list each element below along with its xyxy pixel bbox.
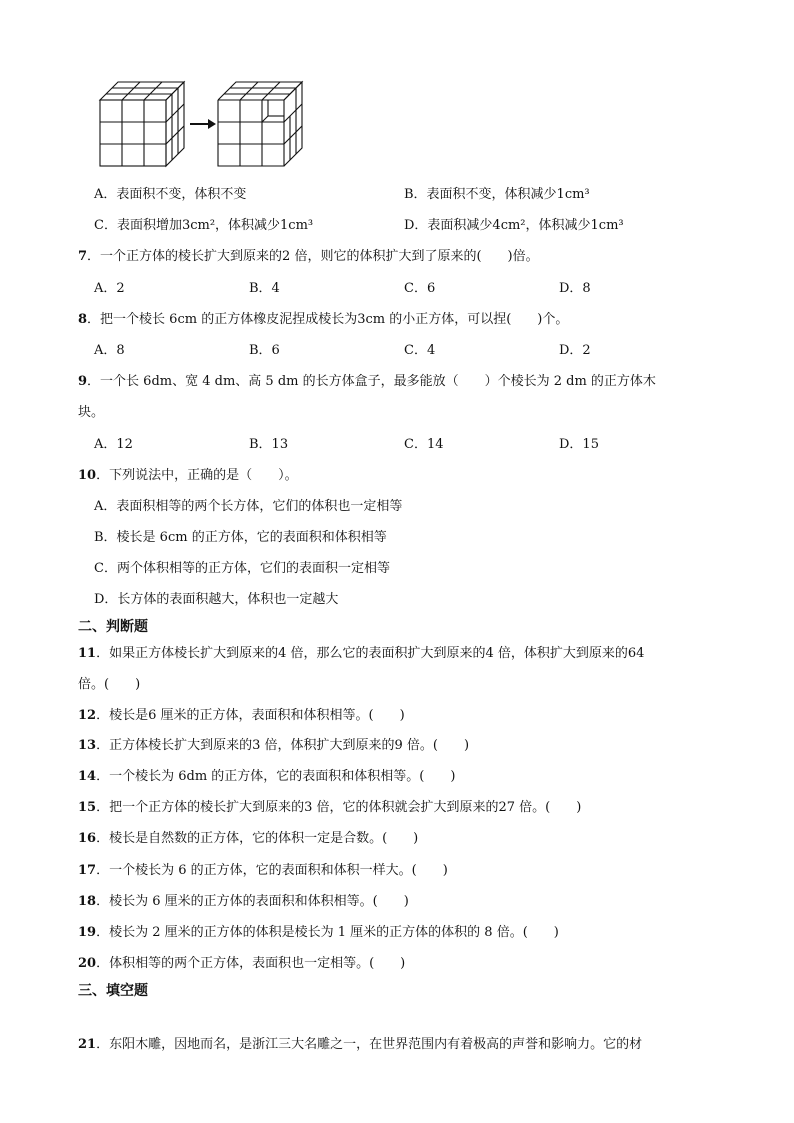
question-12 bbox=[78, 707, 405, 725]
q7-option-c: C．6 bbox=[404, 281, 436, 296]
q8-option-b: B．6 bbox=[249, 343, 280, 358]
q8-option-c: C．4 bbox=[404, 343, 436, 358]
question-20 bbox=[78, 955, 405, 973]
q6-option-c: C．表面积增加3cm²，体积减少1cm³ bbox=[94, 218, 314, 233]
question-13 bbox=[78, 737, 469, 755]
question-text: ．把一个正方体的棱长扩大到原来的3 倍，它的体积就会扩大到原来的27 倍。( ) bbox=[96, 800, 582, 815]
q7-option-d: D．8 bbox=[559, 281, 591, 296]
q7-option-a: A．2 bbox=[94, 281, 125, 296]
question-21 bbox=[78, 1036, 642, 1054]
question-number: 21 bbox=[78, 1037, 97, 1052]
question-text: ．东阳木雕，因地而名，是浙江三大名雕之一，在世界范围内有着极高的声誉和影响力。它的材 bbox=[96, 1037, 643, 1052]
cube-transformation-figure bbox=[96, 78, 306, 170]
question-text: ．体积相等的两个正方体，表面积也一定相等。( ) bbox=[96, 956, 406, 971]
question-18 bbox=[78, 893, 409, 911]
question-text: ．棱长为 2 厘米的正方体的体积是棱长为 1 厘米的正方体的体积的 8 倍。( ) bbox=[96, 925, 559, 940]
section-heading-judgement: 二、判断题 bbox=[78, 619, 148, 635]
q9-option-b: B．13 bbox=[249, 437, 289, 452]
q9-option-c: C．14 bbox=[404, 437, 444, 452]
q6-option-b: B．表面积不变，体积减少1cm³ bbox=[404, 187, 590, 202]
question-text: ．一个正方体的棱长扩大到原来的2 倍，则它的体积扩大到了原来的( )倍。 bbox=[87, 249, 539, 264]
q9-option-a: A．12 bbox=[94, 437, 133, 452]
question-number: 14 bbox=[78, 769, 97, 784]
question-number: 18 bbox=[78, 894, 97, 909]
section-heading-fill-blank: 三、填空题 bbox=[78, 983, 148, 999]
q10-option-d: D．长方体的表面积越大，体积也一定越大 bbox=[94, 592, 339, 607]
question-11-continued: 倍。( ) bbox=[78, 677, 141, 692]
question-number: 11 bbox=[78, 646, 97, 661]
question-9-continued: 块。 bbox=[78, 405, 105, 420]
question-number: 13 bbox=[78, 738, 97, 753]
q9-option-d: D．15 bbox=[559, 437, 599, 452]
question-16 bbox=[78, 830, 418, 848]
question-number: 9 bbox=[78, 374, 88, 389]
question-14 bbox=[78, 768, 455, 786]
arrow-right-icon bbox=[190, 119, 216, 129]
question-17 bbox=[78, 862, 448, 880]
q6-option-d: D．表面积减少4cm²，体积减少1cm³ bbox=[404, 218, 624, 233]
question-text: ．一个长 6dm、宽 4 dm、高 5 dm 的长方体盒子，最多能放（ ）个棱长为 2 dm 的正方体木 bbox=[87, 374, 656, 389]
q8-option-a: A．8 bbox=[94, 343, 125, 358]
question-15 bbox=[78, 799, 581, 817]
question-11 bbox=[78, 645, 644, 663]
q6-option-a: A．表面积不变，体积不变 bbox=[94, 187, 247, 202]
question-19 bbox=[78, 924, 559, 942]
question-number: 15 bbox=[78, 800, 97, 815]
question-number: 16 bbox=[78, 831, 97, 846]
full-cube-icon bbox=[100, 82, 184, 166]
question-number: 20 bbox=[78, 956, 97, 971]
q8-option-d: D．2 bbox=[559, 343, 591, 358]
q7-option-b: B．4 bbox=[249, 281, 280, 296]
question-text: ．正方体棱长扩大到原来的3 倍，体积扩大到原来的9 倍。( ) bbox=[96, 738, 470, 753]
q10-option-b: B．棱长是 6cm 的正方体，它的表面积和体积相等 bbox=[94, 530, 387, 545]
question-number: 19 bbox=[78, 925, 97, 940]
question-8 bbox=[78, 311, 568, 329]
q10-option-a: A．表面积相等的两个长方体，它们的体积也一定相等 bbox=[94, 499, 403, 514]
question-number: 7 bbox=[78, 249, 88, 264]
question-text: ．下列说法中，正确的是（ ）。 bbox=[96, 468, 298, 483]
question-9 bbox=[78, 373, 656, 391]
question-text: ．棱长是6 厘米的正方体，表面积和体积相等。( ) bbox=[96, 708, 405, 723]
question-text: ．一个棱长为 6 的正方体，它的表面积和体积一样大。( ) bbox=[96, 863, 448, 878]
question-text: ．棱长是自然数的正方体，它的体积一定是合数。( ) bbox=[96, 831, 419, 846]
question-number: 12 bbox=[78, 708, 97, 723]
question-text: ．如果正方体棱长扩大到原来的4 倍，那么它的表面积扩大到原来的4 倍，体积扩大到原来的64 bbox=[96, 646, 645, 661]
q10-option-c: C．两个体积相等的正方体，它们的表面积一定相等 bbox=[94, 561, 390, 576]
question-text: ．一个棱长为 6dm 的正方体，它的表面积和体积相等。( ) bbox=[96, 769, 456, 784]
cube-missing-corner-icon bbox=[218, 82, 302, 166]
question-number: 8 bbox=[78, 312, 88, 327]
question-7 bbox=[78, 248, 539, 266]
question-number: 10 bbox=[78, 468, 97, 483]
question-text: ．棱长为 6 厘米的正方体的表面积和体积相等。( ) bbox=[96, 894, 409, 909]
question-text: ．把一个棱长 6cm 的正方体橡皮泥捏成棱长为3cm 的小正方体，可以捏( )个。 bbox=[87, 312, 569, 327]
question-number: 17 bbox=[78, 863, 97, 878]
question-10 bbox=[78, 467, 298, 485]
